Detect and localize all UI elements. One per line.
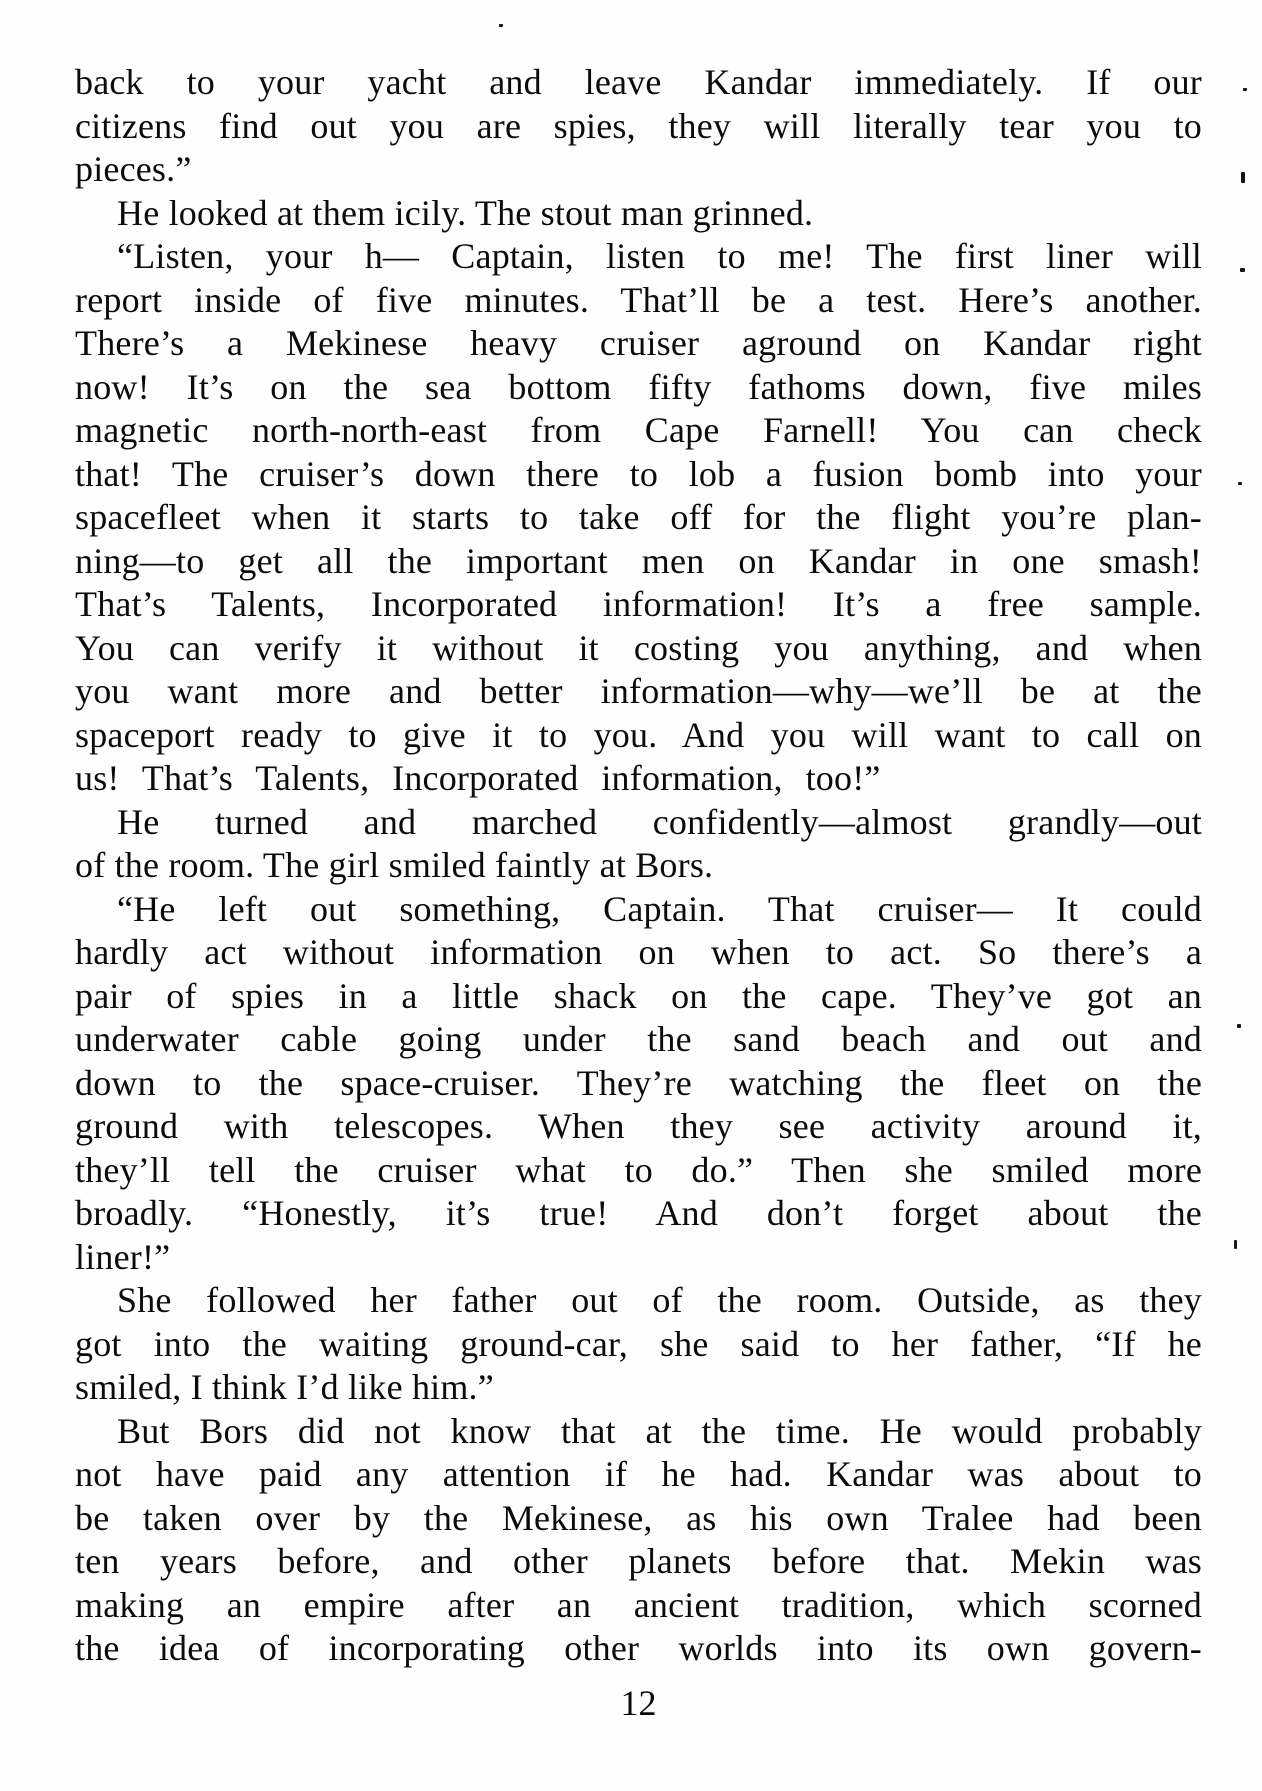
paragraph — [75, 801, 1202, 888]
text-line: report inside of five minutes. That’ll be a test. Here’s another. — [75, 279, 1202, 320]
page-text — [75, 61, 1202, 1671]
paragraph — [75, 1410, 1202, 1671]
scan-speck — [1237, 1024, 1241, 1028]
text-line: down to the space-cruiser. They’re watching the fleet on the — [75, 1062, 1202, 1103]
text-line: they’ll tell the cruiser what to do.” Then she smiled more — [75, 1149, 1202, 1190]
text-line: hardly act without information on when to act. So there’s a — [75, 932, 1202, 972]
scan-speck — [1238, 482, 1242, 485]
text-line: He looked at them icily. The stout man grinned. — [117, 192, 814, 233]
scan-speck — [1240, 268, 1245, 272]
text-line: spacefleet when it starts to take off for the flight you’re plan- — [75, 497, 1202, 537]
text-line: liner!” — [75, 1236, 171, 1277]
text-line: making an empire after an ancient tradition, which scorned — [75, 1584, 1202, 1625]
text-line: the idea of incorporating other worlds into its own govern- — [75, 1628, 1202, 1668]
scan-speck — [1234, 1240, 1237, 1249]
text-line: broadly. “Honestly, it’s true! And don’t forget about the — [75, 1193, 1202, 1233]
text-line: now! It’s on the sea bottom fifty fathoms down, five miles — [75, 366, 1202, 407]
text-line: ning—to get all the important men on Kandar in one smash! — [75, 540, 1202, 581]
text-line: pair of spies in a little shack on the cape. They’ve got an — [75, 975, 1202, 1016]
text-line: “He left out something, Captain. That cruiser— It could — [117, 888, 1202, 929]
text-line: back to your yacht and leave Kandar immediately. If our — [75, 62, 1202, 102]
text-line: got into the waiting ground-car, she said to her father, “If he — [75, 1323, 1202, 1364]
scan-speck — [499, 24, 503, 27]
paragraph — [75, 888, 1202, 1280]
text-line: She followed her father out of the room. Outside, as they — [117, 1280, 1202, 1320]
text-line: be taken over by the Mekinese, as his own Tralee had been — [75, 1497, 1202, 1538]
text-line: of the room. The girl smiled faintly at Bors. — [75, 845, 714, 885]
paragraph — [75, 1279, 1202, 1410]
paragraph — [75, 235, 1202, 801]
text-line: He turned and marched confidently—almost grandly—out — [117, 801, 1202, 842]
text-line: smiled, I think I’d like him.” — [75, 1367, 494, 1407]
text-line: spaceport ready to give it to you. And you will want to call on — [75, 714, 1202, 755]
text-line: There’s a Mekinese heavy cruiser aground on Kandar right — [75, 323, 1202, 363]
text-line: that! The cruiser’s down there to lob a fusion bomb into your — [75, 453, 1202, 494]
text-line: you want more and better information—why—we’ll be at the — [75, 671, 1202, 711]
paragraph — [75, 192, 1202, 236]
text-line: But Bors did not know that at the time. He would probably — [117, 1410, 1202, 1451]
scan-speck — [1241, 172, 1245, 183]
text-line: underwater cable going under the sand beach and out and — [75, 1019, 1202, 1059]
scan-speck — [1243, 88, 1247, 91]
text-line: us! That’s Talents, Incorporated information, too!” — [75, 758, 881, 798]
page-number: 12 — [620, 1683, 657, 1723]
text-line: “Listen, your h— Captain, listen to me! The first liner will — [117, 236, 1202, 276]
text-line: You can verify it without it costing you anything, and when — [75, 627, 1202, 668]
text-line: pieces.” — [75, 149, 192, 189]
paragraph — [75, 61, 1202, 192]
text-line: ground with telescopes. When they see activity around it, — [75, 1106, 1202, 1146]
text-line: not have paid any attention if he had. Kandar was about to — [75, 1454, 1202, 1494]
text-line: citizens find out you are spies, they will literally tear you to — [75, 105, 1202, 146]
text-line: magnetic north-north-east from Cape Farnell! You can check — [75, 410, 1202, 450]
text-line: ten years before, and other planets before that. Mekin was — [75, 1541, 1202, 1581]
text-line: That’s Talents, Incorporated information! It’s a free sample. — [75, 584, 1202, 624]
